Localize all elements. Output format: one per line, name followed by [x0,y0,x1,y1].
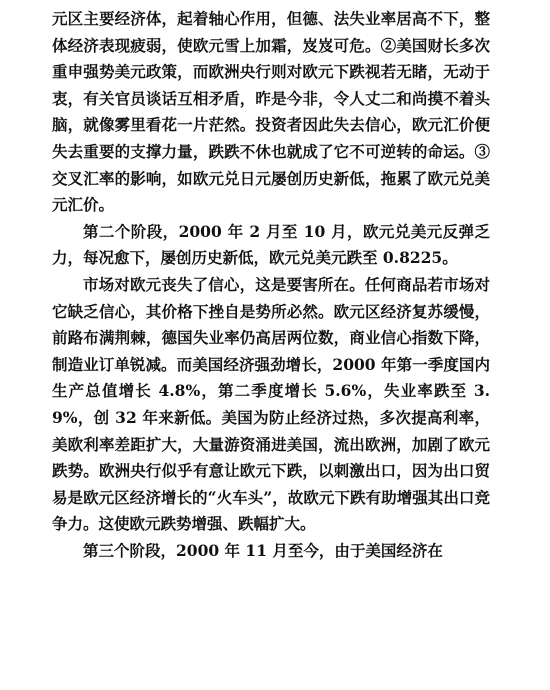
paragraph-continuation: 元区主要经济体，起着轴心作用，但德、法失业率居高不下，整体经济表现疲弱，使欧元雪上加霜，岌岌可危。②美国财长多次重申强势美元政策，而欧洲央行则对欧元下跌视若无睹，无动于衷，有关官员谈话互相矛盾，昨是今非，令人丈二和尚摸不着头脑，就像雾里看花一片茫然。投资者因此失去信心，欧元汇价便失去重要的支撑力量，跌跌不休也就成了它不可逆转的命运。③交叉汇率的影响，如欧元兑日元屡创历史新低，拖累了欧元兑美元汇价。 [52,9,490,215]
document-page [52,6,490,564]
paragraph-market-confidence: 市场对欧元丧失了信心，这是要害所在。任何商品若市场对它缺乏信心，其价格下挫自是势所必然。欧元区经济复苏缓慢，前路布满荆棘，德国失业率仍高居两位数，商业信心指数下降，制造业订单锐减。而美国经济强劲增长，2000 年第一季度国内生产总值增长 4.8%，第二季度增长 5.6%，失业率跌至 3.9%，创 32 年来新低。美国为防止经济过热，多次提高利率，美欧利率差距扩大，大量游资涌进美国，流出欧洲，加剧了欧元跌势。欧洲央行似乎有意让欧元下跌，以刺激出口，因为出口贸易是欧元区经济增长的“火车头”，故欧元下跌有助增强其出口竞争力。这使欧元跌势增强、跌幅扩大。 [52,274,490,534]
paragraph-stage-two: 第二个阶段，2000 年 2 月至 10 月，欧元兑美元反弹乏力，每况愈下，屡创历史新低，欧元兑美元跌至 0.8225。 [52,221,490,268]
paragraph-stage-three: 第三个阶段，2000 年 11 月至今，由于美国经济在 [83,540,443,560]
